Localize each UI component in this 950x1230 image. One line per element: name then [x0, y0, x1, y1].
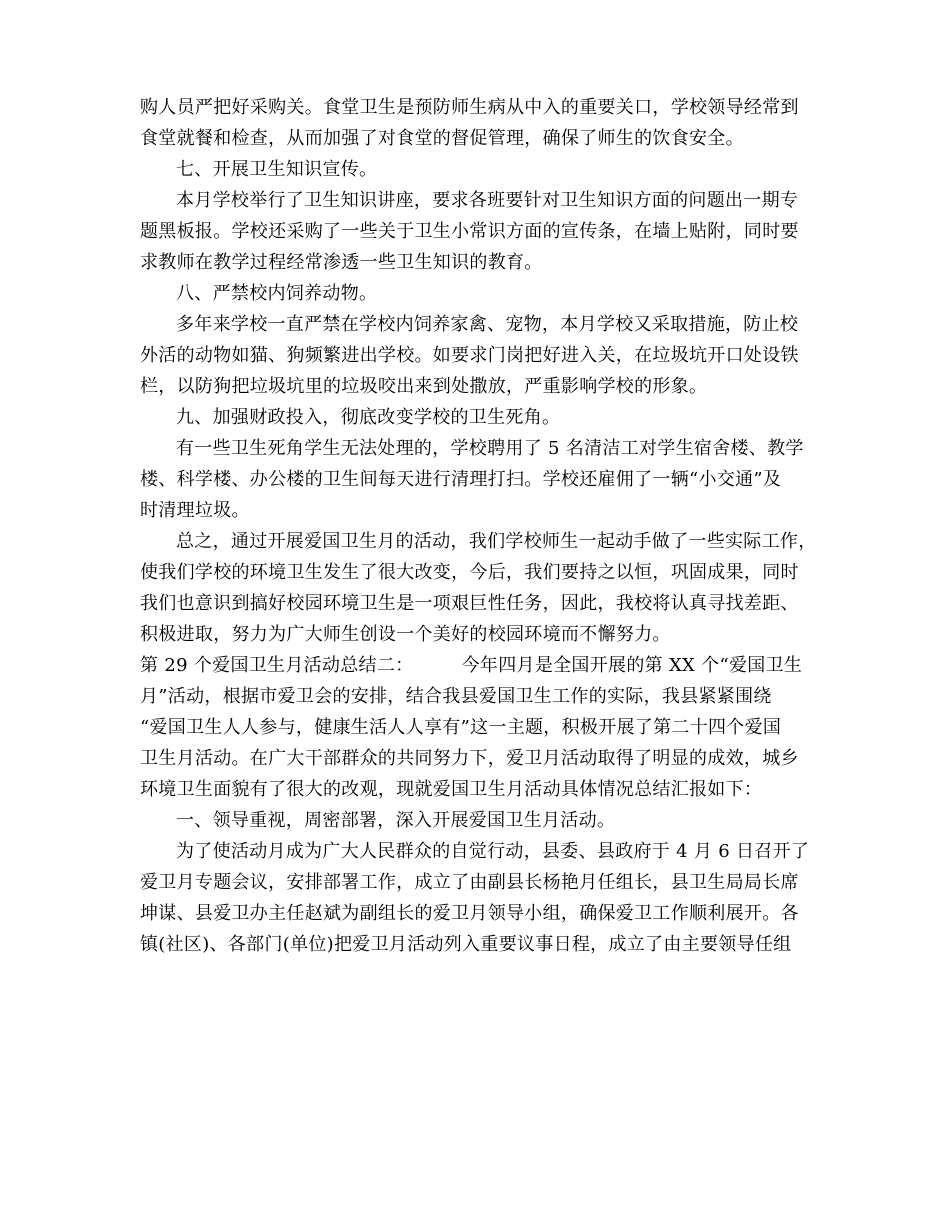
text-line: 购人员严把好采购关。食堂卫生是预防师生病从中入的重要关口，学校领导经常到 [140, 97, 799, 118]
text-line: 环境卫生面貌有了很大的改观，现就爱国卫生月活动具体情况总结汇报如下： [140, 779, 763, 800]
text-line: 多年来学校一直严禁在学校内饲养家禽、宠物，本月学校又采取措施，防止校 [176, 314, 799, 335]
text-line: 为了使活动月成为广大人民群众的自觉行动，县委、县政府于 4 月 6 日召开了 [176, 841, 810, 862]
text-line: 卫生月活动。在广大干部群众的共同努力下，爱卫月活动取得了明显的成效，城乡 [140, 748, 799, 769]
text-line: 使我们学校的环境卫生发生了很大改变，今后，我们要持之以恒，巩固成果，同时 [140, 562, 799, 583]
text-line: 有一些卫生死角学生无法处理的，学校聘用了 5 名清洁工对学生宿舍楼、教学 [176, 438, 804, 459]
text-line: 题黑板报。学校还采购了一些关于卫生小常识方面的宣传条，在墙上贴附，同时要 [140, 221, 799, 242]
text-line: 我们也意识到搞好校园环境卫生是一项艰巨性任务，因此，我校将认真寻找差距、 [140, 593, 799, 614]
section-heading: 八、严禁校内饲养动物。 [176, 283, 378, 304]
text-line: 楼、科学楼、办公楼的卫生间每天进行清理打扫。学校还雇佣了一辆“小交通”及 [140, 469, 782, 490]
section-heading: 九、加强财政投入，彻底改变学校的卫生死角。 [176, 407, 561, 428]
text-line: 积极进取，努力为广大师生创设一个美好的校园环境而不懈努力。 [140, 624, 671, 645]
text-line: 栏，以防狗把垃圾坑里的垃圾咬出来到处撒放，严重影响学校的形象。 [140, 376, 708, 397]
article-title-line: 第 29 个爱国卫生月活动总结二： 今年四月是全国开展的第 XX 个“爱国卫生 [140, 655, 803, 676]
text-line: 外活的动物如猫、狗频繁进出学校。如要求门岗把好进入关，在垃圾坑开口处设铁 [140, 345, 799, 366]
text-line: 镇(社区)、各部门(单位)把爱卫月活动列入重要议事日程，成立了由主要领导任组 [140, 934, 792, 955]
text-line: 求教师在教学过程经常渗透一些卫生知识的教育。 [140, 252, 543, 273]
text-line: 时清理垃圾。 [140, 500, 250, 521]
text-line: 食堂就餐和检查，从而加强了对食堂的督促管理，确保了师生的饮食安全。 [140, 128, 744, 149]
text-line: 坤谋、县爱卫办主任赵斌为副组长的爱卫月领导小组，确保爱卫工作顺利展开。各 [140, 903, 799, 924]
text-line: 本月学校举行了卫生知识讲座，要求各班要针对卫生知识方面的问题出一期专 [176, 190, 799, 211]
section-heading: 一、领导重视，周密部署，深入开展爱国卫生月活动。 [176, 810, 616, 831]
text-line: 月”活动，根据市爱卫会的安排，结合我县爱国卫生工作的实际，我县紧紧围绕 [140, 686, 772, 707]
section-heading: 七、开展卫生知识宣传。 [176, 159, 378, 180]
text-line: 总之，通过开展爱国卫生月的活动，我们学校师生一起动手做了一些实际工作， [176, 531, 817, 552]
document-page [140, 92, 830, 960]
text-line: “爱国卫生人人参与，健康生活人人享有”这一主题，积极开展了第二十四个爱国 [140, 717, 782, 738]
text-line: 爱卫月专题会议，安排部署工作，成立了由副县长杨艳月任组长，县卫生局局长席 [140, 872, 799, 893]
